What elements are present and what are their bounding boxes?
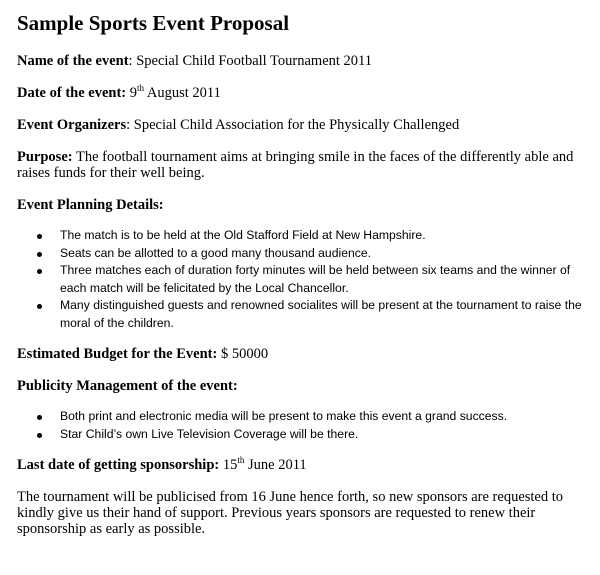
sponsorship-rest: June 2011 — [247, 457, 307, 473]
event-organizers-value: Special Child Association for the Physically Challenged — [133, 117, 460, 133]
list-item — [35, 227, 589, 245]
bullet-icon — [37, 269, 42, 274]
publicity-heading: Publicity Management of the event: — [17, 378, 238, 394]
list-item — [35, 245, 589, 263]
publicity-list — [17, 408, 589, 443]
list-item — [35, 426, 589, 444]
purpose-paragraph — [17, 149, 589, 181]
bullet-icon — [37, 433, 42, 438]
list-item-text: The match is to be held at the Old Stafford Field at New Hampshire. — [60, 228, 426, 242]
event-name-value: Special Child Football Tournament 2011 — [136, 53, 372, 69]
list-item-text: Both print and electronic media will be present to make this event a grand success. — [60, 409, 508, 423]
budget-value: $ 50000 — [220, 346, 269, 362]
event-date-day-suffix: th — [137, 83, 145, 94]
bullet-icon — [37, 252, 42, 257]
sponsorship-label: Last date of getting sponsorship: — [17, 457, 220, 473]
event-date-line — [17, 85, 589, 101]
sponsorship-day: 15 — [222, 457, 238, 473]
event-organizers-label: Event Organizers — [17, 117, 127, 133]
event-name-label: Name of the event — [17, 53, 129, 69]
sponsorship-day-suffix: th — [237, 455, 245, 466]
document-page — [17, 10, 589, 537]
event-name-line: Name of the event: Special Child Football Tournament 2011 — [17, 53, 372, 69]
event-date-label: Date of the event: — [17, 85, 127, 101]
event-date-day: 9 — [129, 85, 137, 101]
list-item-text: Seats can be allotted to a good many thousand audience. — [60, 245, 372, 260]
sponsorship-deadline-line — [17, 457, 589, 473]
list-item — [35, 297, 589, 332]
closing-paragraph: The tournament will be publicised from 16 June hence forth, so new sponsors are requested to kindly give us their hand of support. Previous years sponsors are requested to renew their sponsorship as early as possible. — [17, 489, 564, 537]
purpose-label: Purpose: — [17, 149, 73, 165]
event-organizers-line: Event Organizers: Special Child Association for the Physically Challenged — [17, 117, 460, 133]
list-item-text: Three matches each of duration forty minutes will be held between six teams and the winner of each match will be felicitated by the Local Chancellor. — [60, 263, 571, 295]
purpose-text: The football tournament aims at bringing smile in the faces of the differently able and raises funds for their well being. — [17, 149, 574, 181]
list-item — [35, 262, 589, 297]
document-title: Sample Sports Event Proposal — [17, 11, 290, 35]
list-item-text: Many distinguished guests and renowned socialites will be present at the tournament to raise the moral of the children. — [60, 298, 582, 330]
event-date-rest: August 2011 — [146, 85, 221, 101]
list-item-text: Star Child’s own Live Television Coverage will be there. — [60, 426, 359, 441]
budget-label: Estimated Budget for the Event: — [17, 346, 218, 362]
list-item — [35, 408, 589, 426]
bullet-icon — [37, 234, 42, 239]
bullet-icon — [37, 304, 42, 309]
planning-list — [17, 227, 589, 332]
budget-line — [17, 346, 589, 362]
bullet-icon — [37, 415, 42, 420]
planning-heading: Event Planning Details: — [17, 197, 164, 213]
